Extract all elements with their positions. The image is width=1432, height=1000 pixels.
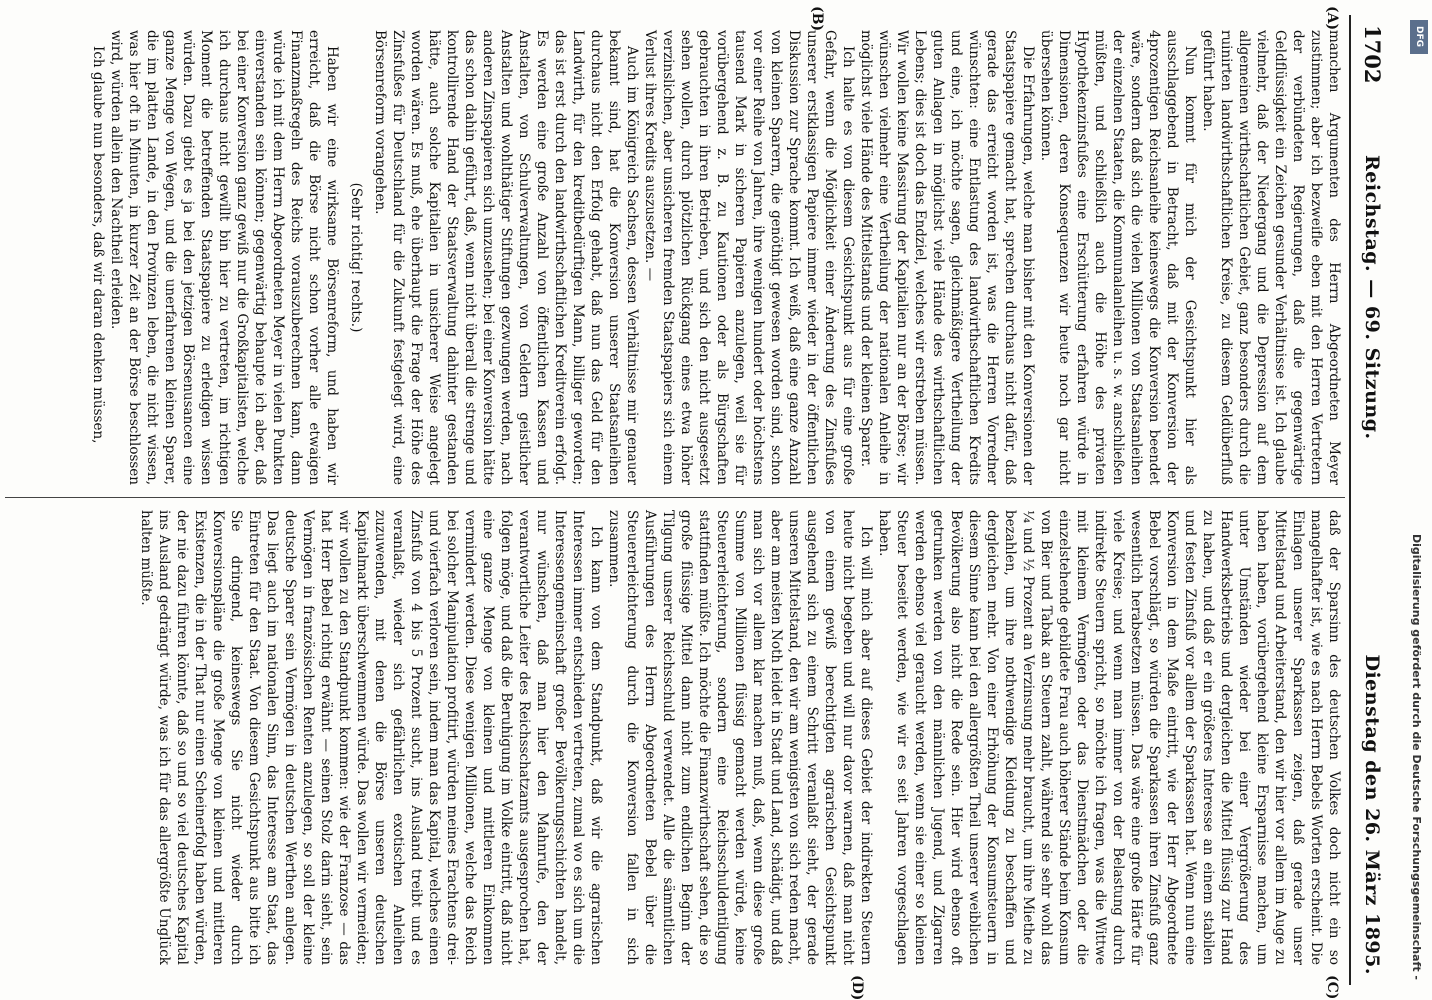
page-number: 1702	[1360, 25, 1385, 84]
paragraph: Ich glaube nun besonders, daß wir daran denken müssen,	[90, 46, 106, 444]
margin-mark-d: (D)	[849, 975, 865, 1000]
left-text-column	[8, 30, 1343, 485]
paragraph: Haben wir eine wirksame Börsenreform, und haben wir erreicht, daß die Börse nicht schon vorher alle etwaigen Finanzmaßregeln des Reichs vorauszuberechnen kann, dann würde ich mit dem Herrn Abgeordneten Meyer in vielen Punkten einverstanden sein können; gegenwärtig behaupte ich aber, daß bei einer Konversion ganz gewiß nur die Großkapitalisten, welche ich durchaus nicht gewillt bin hier zu vertreten, im richtigen Moment die betreffenden Staatspapiere zu erledigen wissen würden. Dazu giebt es ja bei den jetzigen Börsenusancen eine ganze Menge von Wegen, und die unerfahrenen kleinen Sparer, die im platten Lande, in den Provinzen leben, die nicht wissen, was hier oft in Minuten, in kurzer Zeit an der Börse beschlossen wird, würden allein den Nachtheil erleiden.	[108, 30, 340, 485]
paragraph: manchen Argumenten des Herrn Abgeordneten Meyer zustimmen; aber ich bezweifle eben mit den Herren Vertretern der verbündeten Regierungen, daß die gegenwärtige Geldflüssigkeit ein Zeichen gesunder Verhältnisse ist. Ich glaube vielmehr, daß der Niedergang und die Depression auf dem allgemeinen wirthschaftlichen Gebiet, ganz besonders durch die ruinirten landwirthschaftlichen Kreise, zu diesem Geldüberfluß geführt haben.	[1200, 30, 1342, 485]
session-title: Reichstag. — 69. Sitzung.	[1361, 155, 1383, 440]
paragraph: Ich halte es von diesem Gesichtspunkt aus für eine große Gefahr, wenn die Möglichkeit einer Änderung des Zinsfußes unserer erstklassigen Papiere immer wieder in der öffentlichen Diskussion zur Sprache kommt. Ich weiß, daß eine ganze Anzahl von kleinen Sparern, die genöthigt gewesen worden sind, schon vor einer Reihe von Jahren, ihre wenigen hundert oder höchstens tausend Mark in sicheren Papieren anzulegen, weil sie für vorübergehend z. B. zu Kautionen oder als Bürgschaften gebrauchten in ihren Betrieben, und sich den nicht ausgesetzt sehen wollen, durch plötzlichen Rückgang eines etwa höher verzinslichen, aber unsicheren fremden Staatspapiers sich einem Verlust ihres Kredits auszusetzen. —	[642, 30, 856, 485]
paragraph: Nun kommt für mich der Gesichtspunkt hier als ausschlaggebend in Betracht, daß mit der Konversion der 4prozentigen Reichsanleihe keineswegs die Konversion beendet wäre, sondern daß sich die vielen Millionen von Staatsanleihen der einzelnen Staaten, die Kommunalanleihen u. s. w. anschließen müßten, und schließlich auch die Höhe des privaten Hypothekenzinsfußes eine Erschütterung erfahren würde in Dimensionen, deren Konsequenzen wir heute noch gar nicht übersehen können.	[1038, 30, 1198, 485]
running-header	[1355, 25, 1385, 975]
paragraph: Ich kann von dem Standpunkt, daß wir die agrarischen Interessen immer entschieden vertreten, zumal wo es sich um die Interessengemeinschaft großer Bevölkerungsschichten handelt, nur wünschen, daß man hier den Mahnrufe, den der verantwortliche Leiter des Reichsschatzamts ausgesprochen hat, folgen möge, und daß die Beruhigung im Volke eintritt, daß nicht eine ganze Menge von kleinen und mittleren Einkommen vermindert werden. Diese wenigen Millionen, welche das Reich bei solcher Manipulation profitirt, würden meines Erachtens drei- und vierfach verloren sein, indem man das Kapital, welches einen Zinsfuß von 4 bis 5 Prozent sucht, ins Ausland treibt und es veranlaßt, wieder sich gefährlichen exotischen Anleihen zuzuwenden, mit denen die Börse unseren deutschen Kapitalmarkt überschwemmen würde. Das wollen wir vermeiden; wir wollen zu den Standpunkt kommen: wie der Franzose — das hat Herr Bebel richtig erwähnt — seinen Stolz darin sieht, sein Vermögen in französischen Renten anzulegen, so soll der kleine deutsche Sparer sein Vermögen in deutschen Werthen anlegen. Das liegt auch im nationalen Sinn, das Interesse am Staat, das Eintreten für den Staat. Von diesem Gesichtspunkt aus bitte ich Sie dringend, keineswegs Sie nicht wieder durch Konversionspläne die große Menge von kleinen und mittleren Existenzen, die in der That nur einen Scheinerfolg haben würden, der nie dazu führen könnte, daß so und so viel deutsches Kapital ins Ausland gedrängt würde, was ich für das allergrößte Unglück halten müßte.	[138, 510, 604, 965]
digitization-credit	[1405, 20, 1429, 980]
header-rule	[1349, 15, 1351, 985]
paragraph: daß der Sparsinn des deutschen Volkes doch nicht ein so mangelhafter ist, wie es nach Herrn Bebels Worten erscheint. Die Einlagen unserer Sparkassen zeigen, daß gerade unser Mittelstand und Arbeiterstand, den wir hier vor allem im Auge zu haben haben, vorübergehend kleine Ersparnisse machen, um unter Umständen wieder bei einer Vergrößerung des Handwerksbetriebs und dergleichen die Mittel flüssig zur Hand zu haben, und daß er ein größeres Interesse an einem stabilen und festen Zinsfuß vor allem der Sparkassen hat. Wenn nun eine Konversion in dem Maße eintritt, wie der Herr Abgeordnete Bebel vorschlägt, so würden die Sparkassen ihren Zinsfuß ganz wesentlich herabsetzen müssen. Das wäre eine große Härte für viele Kreise; und wenn man immer von der Belastung durch indirekte Steuern spricht, so möchte ich fragen, was die Wittwe mit kleinem Vermögen oder das Dienstmädchen oder die einzelstehende gebildete Frau auch höherer Stände beim Konsum von Bier und Tabak an Steuern zahlt, während sie sehr wohl das ¼ und ½ Prozent an Verzinsung mehr braucht, um ihre Miethe zu bezahlen, um ihre nothwendige Kleidung zu beschaffen und dergleichen mehr. Von einer Erhöhung der Konsumsteuern in diesem Sinne kann bei den allergrößten Theil unserer weiblichen Bevölkerung also nicht die Rede sein. Hier wird ebenso oft getrunken werden von den männlichen Jugend, und Zigarren werden ebenso viel geraucht werden, wenn sie einer so kleinen Steuer beseitet werden, wie wir es seit Jahren vorgeschlagen haben.	[876, 510, 1342, 965]
paragraph: Die Erfahrungen, welche man bisher mit den Konversionen der Staatspapiere gemacht hat, sprechen durchaus nicht dafür, daß gerade das erreicht worden ist, was die Herren Vorredner wünschten: eine Entlastung des landwirthschaftlichen Kredits und eine, ich möchte sagen, gleichmäßigere Vertheilung der guten Anlagen in möglichst viele Hände des wirthschaftlichen Lebens; dies ist doch das Endziel, welches wir erstreben müssen. Wir wollen keine Massirung der Kapitalien nur an der Börse; wir wünschen vielmehr eine Vertheilung der nationalen Anleihe in möglichst viele Hände des Mittelstands und der kleinen Sparer.	[858, 30, 1036, 485]
margin-mark-b: (B)	[809, 6, 825, 32]
dfg-logo: DFG	[1410, 20, 1428, 54]
paragraph: Ich will mich aber auf dieses Gebiet der indirekten Steuern heute nicht begeben und will nur davor warnen, daß man nicht von einem gewiß berechtigten agrarischen Gesichtspunkt ausgehend sich zu einem Schritt veranlaßt sieht, der gerade unseren Mittelstand, den wir am wenigsten von sich reden macht, aber am meisten Noth leidet in Stadt und Land, schädigt, und daß man sich vor allem klar machen muß, daß, wenn diese große Summe von Millionen flüssig gemacht werden würde, keine Steuererleichterung, sondern eine Reichsschuldentilgung stattfinden müßte. Ich möchte die Finanzwirthschaft sehen, die so große flüssige Mittel dann nicht zum endlichen Beginn der Tilgung unserer Reichsschuld verwendet. Alle die sämmtlichen Ausführungen des Herrn Abgeordneten Bebel über die Steuererleichterung durch die Konversion fallen in sich zusammen.	[606, 510, 874, 965]
right-text-column	[138, 510, 1343, 965]
margin-mark-a: (A)	[1324, 6, 1340, 31]
digitization-credit-text: Digitalisierung gefördert durch die Deutsche Forschungsgemeinschaft -	[1410, 533, 1423, 980]
paragraph: Auch im Königreich Sachsen, dessen Verhältnisse mir genauer bekannt sind, hat die Konversion unserer Staatsanleihen durchaus nicht den Erfolg gehabt, daß nun das Geld für den Landwirth, für den kreditbedürftigen Mann, billiger geworden; das ist erst durch den landwirthschaftlichen Kreditverein erfolgt. Es werden eine große Anzahl von öffentlichen Kassen und Anstalten, von Schulverwaltungen, von Geldern geistlicher Anstalten und wohlthätiger Stiftungen gezwungen werden, nach anderen Zinspapieren sich umzusehen; bei einer Konversion hätte das schon dahin geführt, daß, wenn nicht überall die strenge und kontrollirende Hand der Staatsverwaltung dahinter gestanden hätte, auch solche Kapitalien in unsicherer Weise angelegt worden wären. Es muß, ehe überhaupt die Frage der Höhe des Zinsfußes für Deutschland für die Zukunft festgelegt wird, eine Börsenreform vorangehen.	[372, 30, 640, 485]
column-divider	[5, 497, 1345, 498]
margin-mark-c: (C)	[1324, 975, 1340, 1000]
session-date: Dienstag den 26. März 1895.	[1361, 654, 1383, 975]
interjection: (Sehr richtig! rechts.)	[348, 182, 364, 333]
